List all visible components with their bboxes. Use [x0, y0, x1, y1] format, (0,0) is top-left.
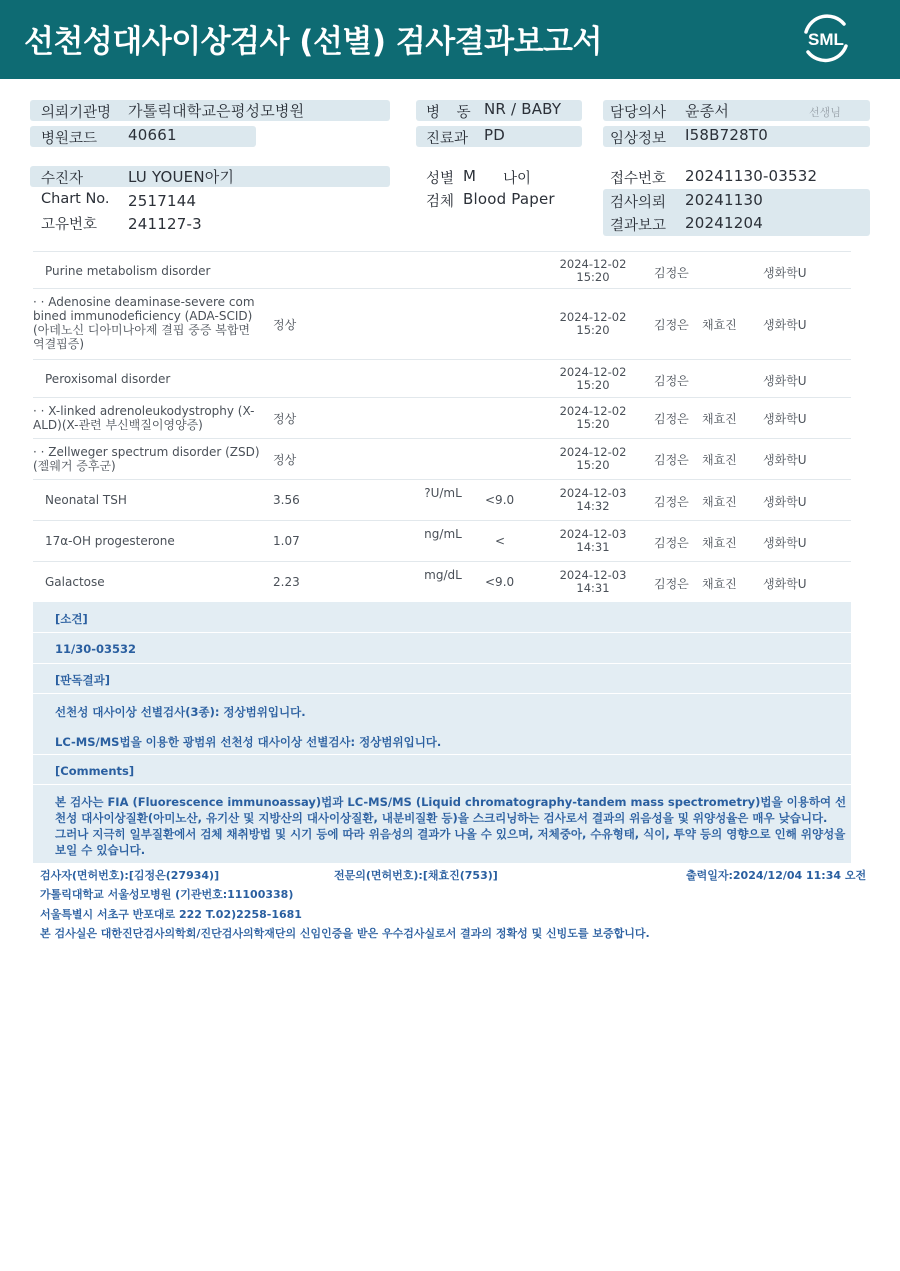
reviewer-name: 채효진 [702, 453, 737, 467]
table-row [33, 439, 851, 480]
report-title: 선천성대사이상검사 (선별) 검사결과보고서 [24, 24, 602, 60]
sml-logo [798, 10, 854, 66]
opinion-heading: [소견] [33, 602, 851, 633]
test-name: 17α-OH progesterone [45, 534, 175, 548]
ward-label: 병 동 [426, 105, 477, 121]
dept-name: 생화학U [763, 318, 807, 332]
specimen-value: Blood Paper [463, 190, 555, 208]
test-date: 2024-12-03 14:31 [559, 527, 627, 554]
dept-name: 생화학U [763, 536, 807, 550]
dept-name: 생화학U [763, 453, 807, 467]
test-unit: ng/mL [424, 527, 462, 541]
dept-label: 진료과 [426, 131, 469, 147]
doctor-label: 담당의사 [610, 105, 667, 121]
test-result: 3.56 [273, 493, 300, 507]
tester-name: 김정은 [654, 266, 689, 280]
reviewer-name: 채효진 [702, 536, 737, 550]
test-name: · · Zellweger spectrum disorder (ZSD)(젤웨거 증후군) [33, 445, 260, 473]
table-row [33, 480, 851, 521]
test-result: 정상 [273, 453, 297, 467]
test-name: · · Adenosine deaminase-severe combined immunodeficiency (ADA-SCID)(아데노신 디아미나아제 결핍 중증 복합면역결핍증) [33, 295, 255, 351]
institution-value: 가톨릭대학교은평성모병원 [128, 102, 305, 120]
request-label: 검사의뢰 [610, 195, 667, 211]
institution-label: 의뢰기관명 [41, 105, 112, 121]
test-date: 2024-12-02 15:20 [559, 404, 627, 431]
test-result: 정상 [273, 412, 297, 426]
test-date: 2024-12-02 15:20 [559, 257, 627, 284]
receipt-value: 20241130-03532 [685, 167, 818, 185]
tester-name: 김정은 [654, 412, 689, 426]
clinical-value: I58B728T0 [685, 126, 768, 144]
report-value: 20241204 [685, 214, 763, 232]
hospital-address: 서울특별시 서초구 반포대로 222 T.02)2258-1681 [40, 908, 302, 921]
test-name: · · X-linked adrenoleukodystrophy (X-ALD)(X-관련 부신백질이영양증) [33, 404, 255, 432]
patient-value: LU YOUEN아기 [128, 168, 235, 186]
test-unit: ?U/mL [424, 486, 462, 500]
tester-name: 김정은 [654, 536, 689, 550]
ward-value: NR / BABY [484, 100, 562, 118]
unique-label: 고유번호 [41, 217, 98, 233]
dept-value: PD [484, 126, 505, 144]
comments-text-2: 그러나 지극히 일부질환에서 검체 채취방법 및 시기 등에 따라 위음성의 결과가 나올 수 있으며, 저체중아, 수유형태, 식이, 투약 등의 영향으로 인해 위양성을 보일 수 있습니다. [55, 827, 846, 857]
chart-label: Chart No. [41, 191, 110, 207]
test-name: Peroxisomal disorder [45, 372, 171, 386]
table-row [33, 251, 851, 289]
doctor-suffix: 선생님 [809, 106, 841, 119]
clinical-label: 임상정보 [610, 131, 667, 147]
age-label: 나이 [503, 171, 532, 187]
patient-label: 수진자 [41, 171, 84, 187]
specialist-license: 전문의(면허번호):[채효진(753)] [334, 869, 498, 882]
table-row [33, 562, 851, 603]
hospital-name: 가톨릭대학교 서울성모병원 (기관번호:11100338) [40, 888, 294, 901]
results-table [33, 251, 851, 603]
opinion-id: 11/30-03532 [33, 633, 851, 664]
table-row [33, 398, 851, 439]
test-result: 정상 [273, 318, 297, 332]
test-date: 2024-12-03 14:32 [559, 486, 627, 513]
table-row [33, 521, 851, 562]
reference-range: <9.0 [485, 493, 515, 507]
sex-label: 성별 [426, 171, 455, 187]
reference-range: <9.0 [485, 575, 515, 589]
dept-name: 생화학U [763, 577, 807, 591]
test-date: 2024-12-02 15:20 [559, 445, 627, 472]
test-result: 2.23 [273, 575, 300, 589]
tester-name: 김정은 [654, 453, 689, 467]
report-label: 결과보고 [610, 218, 667, 234]
dept-name: 생화학U [763, 495, 807, 509]
reviewer-name: 채효진 [702, 577, 737, 591]
reading-results: 선천성 대사이상 선별검사(3종): 정상범위입니다. LC-MS/MS법을 이용한 광범위 선천성 대사이상 선별검사: 정상범위입니다. [33, 694, 851, 755]
tester-name: 김정은 [654, 318, 689, 332]
comments-heading: [Comments] [33, 755, 851, 785]
test-name: Galactose [45, 575, 105, 589]
unique-value: 241127-3 [128, 215, 202, 233]
table-row [33, 289, 851, 360]
reviewer-name: 채효진 [702, 495, 737, 509]
specimen-label: 검체 [426, 194, 455, 210]
test-unit: mg/dL [424, 568, 462, 582]
sex-value: M [463, 167, 477, 185]
hospital-code-label: 병원코드 [41, 131, 98, 147]
tester-name: 김정은 [654, 374, 689, 388]
hospital-code-value: 40661 [128, 126, 177, 144]
tester-name: 김정은 [654, 495, 689, 509]
print-date: 출력일자:2024/12/04 11:34 오전 [686, 869, 867, 882]
certification-statement: 본 검사실은 대한진단검사의학회/진단검사의학재단의 신임인증을 받은 우수검사실로서 결과의 정확성 및 신빙도를 보증합니다. [40, 927, 650, 940]
request-value: 20241130 [685, 191, 763, 209]
doctor-value: 윤종서 [685, 102, 730, 120]
reviewer-name: 채효진 [702, 318, 737, 332]
table-row [33, 360, 851, 398]
test-name: Neonatal TSH [45, 493, 127, 507]
dept-name: 생화학U [763, 412, 807, 426]
reviewer-name: 채효진 [702, 412, 737, 426]
chart-value: 2517144 [128, 192, 197, 210]
dept-name: 생화학U [763, 374, 807, 388]
interpretation-section [33, 602, 851, 863]
receipt-label: 접수번호 [610, 171, 667, 187]
reading-heading: [판독결과] [33, 664, 851, 694]
tester-name: 김정은 [654, 577, 689, 591]
test-result: 1.07 [273, 534, 300, 548]
dept-name: 생화학U [763, 266, 807, 280]
test-date: 2024-12-02 15:20 [559, 310, 627, 337]
test-date: 2024-12-02 15:20 [559, 365, 627, 392]
test-name: Purine metabolism disorder [45, 264, 211, 278]
report-header [0, 0, 900, 79]
svg-text:SML: SML [808, 30, 844, 49]
comments-text-1: 본 검사는 FIA (Fluorescence immunoassay)법과 LC-MS/MS (Liquid chromatography-tandem mass spectrometry)법을 이용하여 선천성 대사이상질환(아미노산, 유기산 및 지방산의 대사이상질환, 내분비질환 등)을 스크리닝하는 검사로서 결과의 위음성을 및 위양성율은 매우 낮습니다. [55, 795, 847, 825]
tester-license: 검사자(면허번호):[김정은(27934)] [40, 869, 220, 882]
test-date: 2024-12-03 14:31 [559, 568, 627, 595]
reference-range: < [495, 534, 506, 548]
